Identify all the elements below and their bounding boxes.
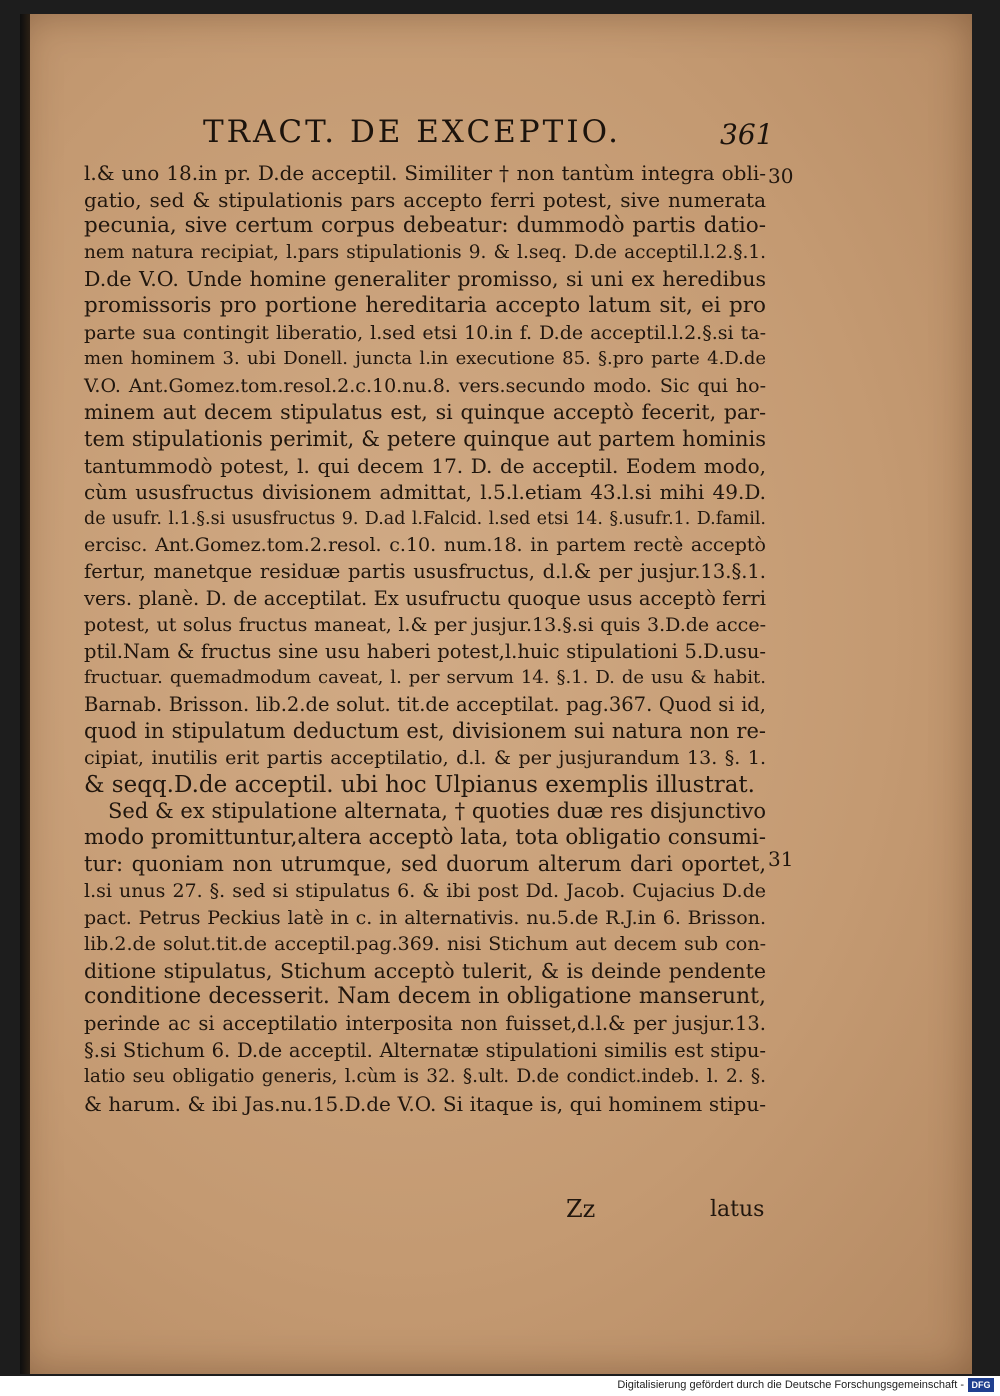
text-line: promissoris pro portione hereditaria accepto latum sit, ei pro (84, 292, 766, 318)
dfg-logo: DFG (968, 1378, 994, 1392)
text-line: pact. Petrus Peckius latè in c. in alternativis. nu.5.de R.J.in 6. Brisson. (84, 906, 766, 929)
text-line: l.& uno 18.in pr. D.de acceptil. Similiter † non tantùm integra obli- (84, 161, 766, 185)
text-line: pecunia, sive certum corpus debeatur: dummodò partis datio- (84, 213, 766, 239)
text-line: ptil.Nam & fructus sine usu haberi potest,l.huic stipulationi 5.D.usu- (84, 639, 766, 663)
text-line: conditione decesserit. Nam decem in obligatione manserunt, (84, 984, 766, 1010)
text-line: potest, ut solus fructus maneat, l.& per jusjur.13.§.si quis 3.D.de acce- (84, 614, 766, 637)
text-line: & seqq.D.de acceptil. ubi hoc Ulpianus exemplis illustrat. (84, 771, 755, 798)
text-line: fertur, manetque residuæ partis ususfructus, d.l.& per jusjur.13.§.1. (84, 559, 766, 583)
margin-number-31: 31 (768, 847, 794, 871)
running-header: TRACT. DE EXCEPTIO. (203, 114, 622, 150)
text-line: men hominem 3. ubi Donell. juncta l.in executione 85. §.pro parte 4.D.de (84, 348, 766, 370)
text-line: modo promittuntur,altera acceptò lata, tota obligatio consumi- (84, 824, 766, 850)
text-line: perinde ac si acceptilatio interposita non fuisset,d.l.& per jusjur.13. (84, 1012, 766, 1035)
text-line: Barnab. Brisson. lib.2.de solut. tit.de acceptilat. pag.367. Quod si id, (84, 692, 766, 716)
page-number: 361 (720, 118, 774, 151)
text-line: D.de V.O. Unde homine generaliter promisso, si uni ex heredibus (84, 267, 766, 292)
text-line: tur: quoniam non utrumque, sed duorum alterum dari oportet, (84, 852, 766, 877)
text-line: & harum. & ibi Jas.nu.15.D.de V.O. Si itaque is, qui hominem stipu- (84, 1091, 766, 1116)
text-line: cipiat, inutilis erit partis acceptilatio, d.l. & per jusjurandum 13. §. 1. (84, 747, 766, 770)
text-line: vers. planè. D. de acceptilat. Ex usufructu quoque usus acceptò ferri (84, 586, 766, 610)
text-line: Sed & ex stipulatione alternata, † quoties duæ res disjunctivo (108, 799, 766, 824)
text-line: tantummodò potest, l. qui decem 17. D. de acceptil. Eodem modo, (84, 453, 766, 478)
text-line: ercisc. Ant.Gomez.tom.2.resol. c.10. num.18. in partem rectè acceptò (84, 534, 766, 557)
text-line: §.si Stichum 6. D.de acceptil. Alternatæ stipulationi similis est stipu- (84, 1038, 766, 1062)
text-line: lib.2.de solut.tit.de acceptil.pag.369. nisi Stichum aut decem sub con- (84, 933, 766, 956)
margin-number-30: 30 (768, 164, 794, 188)
text-line: latio seu obligatio generis, l.cùm is 32. §.ult. D.de condict.indeb. l. 2. §. (84, 1066, 766, 1088)
funding-notice: Digitalisierung gefördert durch die Deutsche Forschungsgemeinschaft - (617, 1379, 964, 1391)
text-line: minem aut decem stipulatus est, si quinque acceptò fecerit, par- (84, 400, 766, 425)
text-line: tem stipulationis perimit, & petere quinque aut partem hominis (84, 426, 766, 451)
text-line: nem natura recipiat, l.pars stipulationis 9. & l.seq. D.de acceptil.l.2.§.1. (84, 241, 766, 263)
text-line: quod in stipulatum deductum est, divisionem sui natura non re- (84, 719, 766, 744)
footer-bar (0, 1376, 1000, 1396)
text-line: parte sua contingit liberatio, l.sed etsi 10.in f. D.de acceptil.l.2.§.si ta- (84, 321, 766, 344)
text-line: l.si unus 27. §. sed si stipulatus 6. & ibi post Dd. Jacob. Cujacius D.de (84, 880, 766, 903)
body-text (84, 160, 766, 1117)
text-line: fructuar. quemadmodum caveat, l. per servum 14. §.1. D. de usu & habit. (84, 667, 766, 689)
text-line: ditione stipulatus, Stichum acceptò tulerit, & is deinde pendente (84, 958, 766, 983)
book-spine (20, 14, 30, 1374)
text-line: V.O. Ant.Gomez.tom.resol.2.c.10.nu.8. vers.secundo modo. Sic qui ho- (84, 374, 766, 397)
catchword: latus (710, 1197, 765, 1222)
text-line: gatio, sed & stipulationis pars accepto ferri potest, sive numerata (84, 187, 766, 212)
text-line: de usufr. l.1.§.si ususfructus 9. D.ad l.Falcid. l.sed etsi 14. §.usufr.1. D.famil. (84, 508, 766, 529)
signature-mark: Zz (566, 1195, 596, 1223)
book-page (20, 14, 972, 1374)
text-line: cùm ususfructus divisionem admittat, l.5.l.etiam 43.l.si mihi 49.D. (84, 480, 766, 505)
